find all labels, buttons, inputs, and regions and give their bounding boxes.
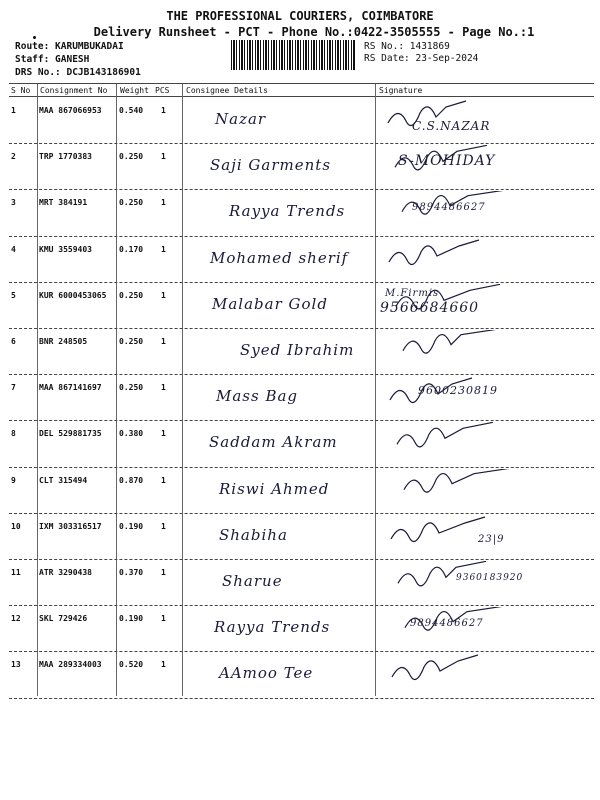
weight-cell: 0.250 <box>119 198 144 208</box>
col-header-consignee: Consignee Details <box>186 86 268 95</box>
consignee-handwritten: Saddam Akram <box>209 433 338 452</box>
consignee-handwritten: Rayya Trends <box>214 618 331 637</box>
col-divider <box>37 84 38 696</box>
weight-cell: 0.190 <box>119 614 144 624</box>
table-top-border <box>9 83 594 84</box>
weight-cell: 0.250 <box>119 290 144 300</box>
barcode <box>231 40 356 70</box>
sno-cell: 4 <box>11 244 16 254</box>
row-divider <box>9 282 594 283</box>
pcs-cell: 1 <box>161 383 166 393</box>
signature-text: S-MOHIDAY <box>398 153 496 170</box>
sno-cell: 3 <box>11 198 16 208</box>
weight-cell: 0.250 <box>119 383 144 393</box>
consignment-cell: CLT 315494 <box>39 475 88 485</box>
consignment-cell: MAA 289334003 <box>39 660 102 670</box>
sno-cell: 5 <box>11 290 16 300</box>
pcs-cell: 1 <box>161 568 166 577</box>
row-divider <box>9 143 594 144</box>
pcs-cell: 1 <box>161 614 166 624</box>
col-header-sno: S No <box>11 86 31 95</box>
signature-text: 9894486627 <box>410 618 484 630</box>
weight-cell: 0.380 <box>119 429 144 439</box>
consignee-handwritten: Mass Bag <box>216 387 299 406</box>
drs-label: DRS No.: DCJB143186901 <box>15 67 141 78</box>
row-divider <box>9 189 594 190</box>
weight-cell: 0.540 <box>119 106 144 115</box>
pcs-cell: 1 <box>161 244 166 254</box>
sno-cell: 9 <box>11 475 16 485</box>
sno-cell: 1 <box>11 106 16 115</box>
row-divider <box>9 328 594 329</box>
rs-date: RS Date: 23-Sep-2024 <box>364 53 479 64</box>
signature-scribble <box>380 238 570 280</box>
pcs-cell: 1 <box>161 290 166 300</box>
consignee-handwritten: Nazar <box>215 110 267 128</box>
row-divider <box>9 236 594 237</box>
consignee-handwritten: Mohamed sherif <box>210 248 349 267</box>
consignee-handwritten: Malabar Gold <box>212 294 328 313</box>
row-divider <box>9 651 594 652</box>
signature-text: 9566684660 <box>380 299 480 316</box>
consignment-cell: KUR 6000453065 <box>39 290 107 300</box>
signature-text: M.Firmis <box>385 287 440 299</box>
weight-cell: 0.170 <box>119 244 144 254</box>
pcs-cell: 1 <box>161 521 166 531</box>
col-header-pcs: PCS <box>155 86 170 95</box>
row-divider <box>9 374 594 375</box>
consignment-cell: MAA 867141697 <box>39 383 102 393</box>
row-divider <box>9 513 594 514</box>
consignment-cell: BNR 248505 <box>39 337 88 346</box>
consignee-handwritten: Syed Ibrahim <box>240 341 355 359</box>
consignment-cell: TRP 1770383 <box>39 152 92 162</box>
signature-scribble <box>380 653 570 695</box>
table-header-border <box>9 96 594 97</box>
sno-cell: 10 <box>11 521 21 531</box>
pcs-cell: 1 <box>161 337 166 346</box>
weight-cell: 0.370 <box>119 568 144 577</box>
row-divider <box>9 698 594 699</box>
pcs-cell: 1 <box>161 198 166 208</box>
consignee-handwritten: Saji Garments <box>210 156 332 175</box>
consignee-handwritten: Riswi Ahmed <box>219 479 330 498</box>
row-divider <box>9 467 594 468</box>
col-header-weight: Weight <box>120 86 149 95</box>
row-divider <box>9 420 594 421</box>
signature-text: 9894486627 <box>412 202 486 214</box>
signature-text: 9600230819 <box>418 384 498 398</box>
company-name: THE PROFESSIONAL COURIERS, COIMBATORE <box>166 9 434 23</box>
consignment-cell: DEL 529881735 <box>39 429 102 439</box>
col-divider <box>182 84 183 696</box>
consignment-cell: MAA 867066953 <box>39 106 102 115</box>
col-header-consignment: Consignment No <box>40 86 108 95</box>
weight-cell: 0.190 <box>119 521 144 531</box>
row-divider <box>9 559 594 560</box>
pcs-cell: 1 <box>161 475 166 485</box>
consignment-cell: SKL 729426 <box>39 614 88 624</box>
row-divider <box>9 605 594 606</box>
signature-scribble <box>380 99 570 141</box>
signature-scribble <box>380 422 570 464</box>
consignment-cell: IXM 303316517 <box>39 521 102 531</box>
dot-mark <box>33 36 36 39</box>
signature-text: 9360183920 <box>456 573 524 583</box>
signature-scribble <box>380 191 570 233</box>
pcs-cell: 1 <box>161 660 166 670</box>
weight-cell: 0.870 <box>119 475 144 485</box>
pcs-cell: 1 <box>161 106 166 115</box>
rs-no: RS No.: 1431869 <box>364 41 450 52</box>
signature-scribble <box>380 284 570 326</box>
weight-cell: 0.250 <box>119 337 144 346</box>
consignee-handwritten: Rayya Trends <box>229 202 346 221</box>
staff-label: Staff: GANESH <box>15 54 90 65</box>
signature-scribble <box>380 561 570 603</box>
consignee-handwritten: AAmoo Tee <box>219 664 314 683</box>
signature-scribble <box>380 607 570 649</box>
signature-scribble <box>380 469 570 511</box>
consignment-cell: MRT 384191 <box>39 198 88 208</box>
col-divider <box>116 84 117 696</box>
sno-cell: 12 <box>11 614 21 624</box>
signature-scribble <box>380 515 570 557</box>
sno-cell: 13 <box>11 660 21 670</box>
sno-cell: 8 <box>11 429 16 439</box>
route-label: Route: KARUMBUKADAI <box>15 41 124 52</box>
weight-cell: 0.250 <box>119 152 144 162</box>
weight-cell: 0.520 <box>119 660 144 670</box>
sno-cell: 2 <box>11 152 16 162</box>
signature-scribble <box>380 376 570 418</box>
sno-cell: 11 <box>11 568 21 577</box>
consignment-cell: KMU 3559403 <box>39 244 92 254</box>
signature-text: C.S.NAZAR <box>412 119 491 133</box>
signature-scribble <box>380 330 570 372</box>
consignment-cell: ATR 3290438 <box>39 568 92 577</box>
signature-text: 23|9 <box>478 533 505 545</box>
signature-scribble <box>380 145 570 187</box>
pcs-cell: 1 <box>161 152 166 162</box>
consignee-handwritten: Sharue <box>222 572 283 590</box>
runsheet-subtitle: Delivery Runsheet - PCT - Phone No.:0422-3505555 - Page No.:1 <box>93 25 535 39</box>
sno-cell: 7 <box>11 383 16 393</box>
sno-cell: 6 <box>11 337 16 346</box>
col-divider <box>375 84 376 696</box>
consignee-handwritten: Shabiha <box>219 525 288 544</box>
col-header-signature: Signature <box>379 86 423 95</box>
pcs-cell: 1 <box>161 429 166 439</box>
